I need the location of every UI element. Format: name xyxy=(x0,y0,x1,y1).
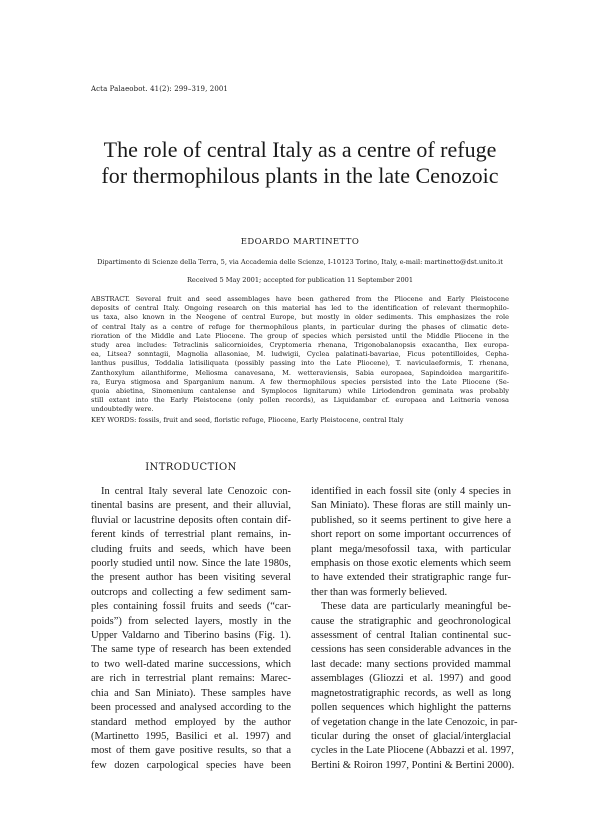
keywords: KEY WORDS: fossils, fruit and seed, floristic refuge, Pliocene, Early Pleistocene, central Italy xyxy=(91,416,404,424)
body-line: Bertini & Roiron 1997, Pontini & Bertini 2000). xyxy=(311,759,515,771)
abstract-line: lanthus pusillus, Toddalia latisiliquata (possibly passing into the Late Pliocene), T. naviculaeformis, T. rhenana, xyxy=(91,359,509,368)
body-line: emphasis on those exotic elements which seem xyxy=(311,558,511,570)
body-line: cause the stratigraphic and geochronological xyxy=(311,615,511,627)
body-line: short report on some important occurrences of xyxy=(311,529,511,541)
body-line: pollen sequences which highlight the patterns xyxy=(311,702,511,714)
body-line: The same type of research has been extended xyxy=(91,644,291,656)
author-name: EDOARDO MARTINETTO xyxy=(240,237,360,247)
body-line: few dozen carpological species have been xyxy=(91,759,291,771)
abstract-line: ra, Eurya stigmosa and Sparganium nanum. A few thermophilous species persisted into the Late Pliocene (Se- xyxy=(91,377,509,386)
journal-reference: Acta Palaeobot. 41(2): 299–319, 2001 xyxy=(91,85,228,93)
title-line: for thermophilous plants in the late Cenozoic xyxy=(101,163,499,188)
body-line: identified in each fossil site (only 4 species in xyxy=(311,486,511,497)
body-line: assessment of central Italian continental suc- xyxy=(311,630,511,642)
body-line: ferent kinds of terrestrial plant remains, in- xyxy=(91,529,291,541)
body-line: to have extended their stratigraphic range fur- xyxy=(311,572,511,584)
body-line: of vegetation change in the late Cenozoic, in par- xyxy=(311,716,518,728)
body-line: poids”) from selected layers, mostly in the xyxy=(91,615,291,627)
abstract-line: ABSTRACT. Several fruit and seed assemblages have been gathered from the Pliocene and Early Pleistocene xyxy=(91,295,509,303)
body-line: These data are particularly meaningful be- xyxy=(321,601,511,613)
body-line: most of them gave positive results, so that a xyxy=(91,745,291,757)
body-line: published, so it seems pertinent to give here a xyxy=(311,514,511,526)
paper-title xyxy=(40,137,560,189)
abstract-line: undoubtedly were. xyxy=(91,405,154,414)
author-affiliation: Dipartimento di Scienze della Terra, 5, via Accademia delle Scienze, I-10123 Torino, Italy, e-mail: martinetto@dst.unito.it xyxy=(97,258,503,266)
abstract-line: deposits of central Italy. Ongoing research on this material has led to the identification of relevant thermophilo- xyxy=(91,304,509,313)
abstract-line: quoia abietina, Sinomenium cantalense and Symplocos lignitarum) while Liriodendron geminata was probably xyxy=(91,387,509,396)
abstract-line: rioration of the Middle and Late Pliocene. The group of species which persisted until the Middle Pliocene in the xyxy=(91,331,509,340)
section-heading-introduction: INTRODUCTION xyxy=(145,462,237,473)
body-line: magnetostratigraphic records, as well as long xyxy=(311,687,511,699)
body-line: to two well-dated marine successions, which xyxy=(91,658,291,670)
body-column-right xyxy=(311,485,518,773)
abstract-line: still extant into the Early Pleistocene (only pollen records), as Liquidambar cf. europaea and Leitneria venosa xyxy=(91,396,509,405)
body-line: ples containing fossil fruits and seeds (“car- xyxy=(91,601,291,613)
body-line: fluvial or lacustrine deposits often contain dif- xyxy=(91,514,291,526)
body-line: cluding fruits and seeds, which have been xyxy=(91,543,291,555)
body-line: In central Italy several late Cenozoic con- xyxy=(101,486,291,497)
abstract-line: us taxa, also known in the Neogene of central Europe, but mostly in older sediments. This emphasizes the role xyxy=(91,313,509,322)
body-line: are rich in terrestrial plant remains: Marec- xyxy=(91,673,291,685)
body-line: poorly studied until now. Since the late 1980s, xyxy=(91,558,291,570)
body-line: been processed and analysed according to the xyxy=(91,702,291,714)
abstract-line: Zanthoxylum ailanthiforme, Meliosma canavesana, M. wetteraviensis, Sabia europaea, Sapindoidea margaritife- xyxy=(91,368,509,377)
abstract-line: ea, Litsea? sonntagii, Magnolia allasoniae, M. ludwigii, Cyclea palatinati-bavariae, Ficus potentilloides, Cepha- xyxy=(91,350,509,359)
body-line: tinental basins are present, and their alluvial, xyxy=(91,500,291,512)
body-line: San Miniato). These floras are still mainly un- xyxy=(311,500,511,512)
body-line: Upper Valdarno and Tiberino basins (Fig. 1). xyxy=(91,630,291,642)
body-line: cycles in the Late Pliocene (Abbazzi et al. 1997, xyxy=(311,745,514,757)
body-line: last decade: many sections provided mammal xyxy=(311,658,511,670)
body-line: chia and San Miniato). These samples have xyxy=(91,687,291,699)
body-column-left xyxy=(91,485,291,773)
received-dates: Received 5 May 2001; accepted for publication 11 September 2001 xyxy=(186,276,414,284)
body-line: ticular during the onset of glacial/interglacial xyxy=(311,730,511,742)
title-line: The role of central Italy as a centre of refuge xyxy=(103,137,497,162)
body-line: cessions has seen considerable advances in the xyxy=(311,644,511,656)
body-line: (Martinetto 1995, Basilici et al. 1997) and xyxy=(91,730,291,742)
body-line: assemblages (Gliozzi et al. 1997) and good xyxy=(311,673,511,685)
body-line: the present author has been visiting several xyxy=(91,572,291,584)
body-line: standard method employed by the author xyxy=(91,716,291,728)
abstract-line: of central Italy as a centre of refuge for thermophilous plants, in particular during the phases of climatic dete- xyxy=(91,322,509,331)
body-line: plant mega/mesofossil taxa, with particular xyxy=(311,543,511,555)
abstract-line: study area includes: Tetraclinis salicornioides, Cryptomeria rhenana, Trigonobalanopsis exacantha, Ilex europa- xyxy=(91,341,509,350)
abstract xyxy=(91,295,509,415)
body-line: ther than was formerly believed. xyxy=(311,586,448,598)
body-line: outcrops and collecting a few sediment sam- xyxy=(91,586,291,598)
